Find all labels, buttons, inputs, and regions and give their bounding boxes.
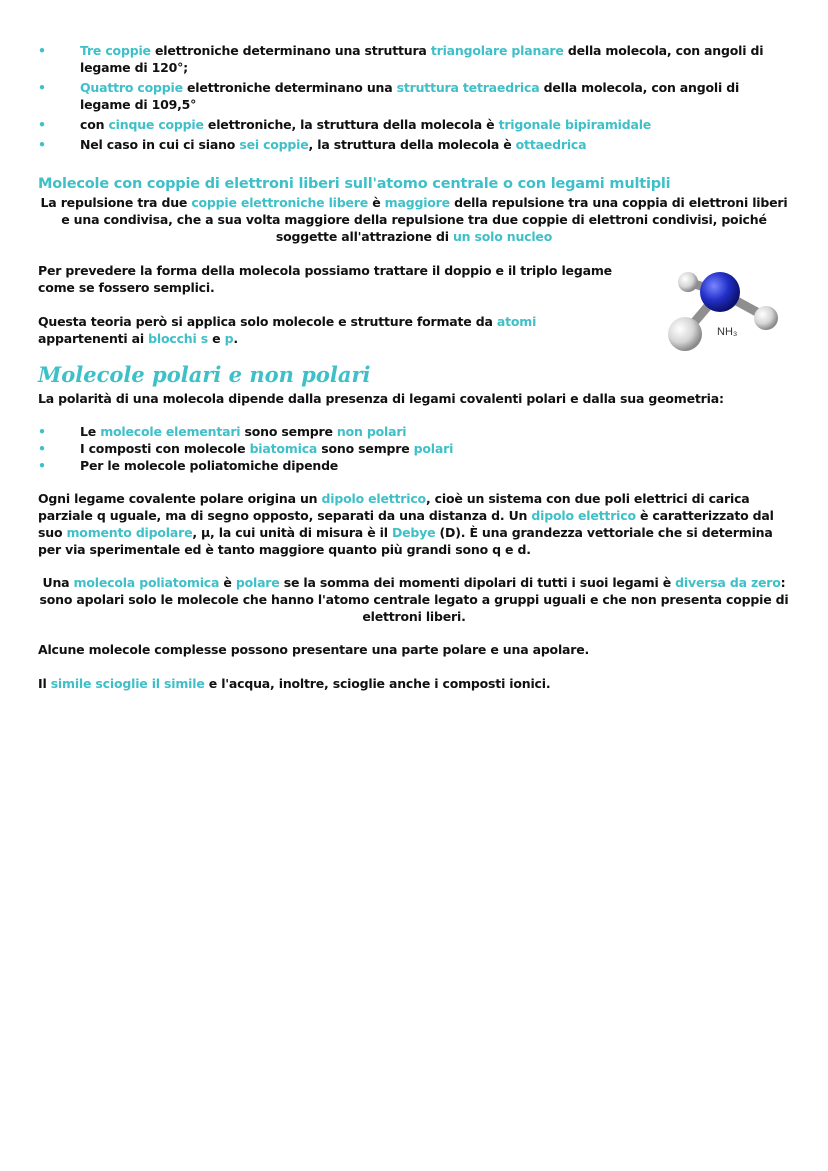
polarity-paragraph [38, 390, 790, 407]
text-run: elettroniche determinano una struttura [150, 43, 431, 58]
text-run: Ogni legame covalente polare origina un [38, 491, 322, 506]
polar-bullet-list [38, 423, 788, 474]
text-run: è caratterizzato dal suo [38, 508, 774, 540]
text-run: della molecola, con angoli di legame di 120°; [80, 43, 764, 75]
text-run: Nel caso in cui ci siano [80, 137, 240, 152]
highlighted-term: molecole elementari [100, 424, 241, 439]
highlighted-term: maggiore [384, 195, 450, 210]
highlighted-term: blocchi s [148, 331, 208, 346]
bullet-item: • con cinque coppie elettroniche, la struttura della molecola è trigonale bipiramidale [38, 117, 652, 132]
lone-pairs-heading: Molecole con coppie di elettroni liberi sull'atomo centrale o con legami multipli [38, 176, 671, 192]
highlighted-term: simile scioglie il simile [50, 676, 205, 691]
highlighted-term: Debye [391, 525, 436, 540]
text-run: e [207, 331, 225, 346]
highlighted-term: non polari [336, 424, 407, 439]
highlighted-term: sei coppie [239, 137, 309, 152]
text-run: è [368, 195, 385, 210]
bullet-item: • Quattro coppie elettroniche determinano una struttura tetraedrica della molecola, con angoli di legame di 109,5° [38, 80, 740, 112]
dipole-paragraph [38, 490, 790, 558]
text-run: della repulsione tra una coppia di elettroni liberi e una condivisa, che a sua volta maggiore della repulsione tra due coppie di elettroni condivisi, poiché soggette all'attrazione di [61, 195, 788, 244]
bullet-item: • Nel caso in cui ci siano sei coppie, la struttura della molecola è ottaedrica [38, 137, 587, 152]
highlighted-term: molecola poliatomica [73, 575, 220, 590]
text-run: Per prevedere la forma della molecola possiamo trattare il doppio e il triplo legame come se fossero semplici. [38, 263, 612, 295]
text-run: se la somma dei momenti dipolari di tutti i suoi legami è [279, 575, 676, 590]
bullet-item: • Le molecole elementari sono sempre non polari [38, 424, 407, 439]
geometry-bullet-list [38, 42, 788, 156]
text-run: Le [80, 424, 101, 439]
hydrogen-atom [678, 272, 698, 292]
hydrogen-atom [754, 306, 778, 330]
nitrogen-atom [700, 272, 740, 312]
polyatomic-paragraph [38, 574, 790, 625]
highlighted-term: cinque coppie [108, 117, 204, 132]
text-run: Alcune molecole complesse possono presentare una parte polare e una apolare. [38, 642, 590, 657]
text-run: , cioè un sistema con due poli elettrici di carica parziale q uguale, ma di segno opposto, separati da una distanza d. Un [38, 491, 750, 523]
text-run: , μ, la cui unità di misura è il [192, 525, 392, 540]
text-run: Questa teoria però si applica solo molecole e strutture formate da [38, 314, 497, 329]
text-run: con [80, 117, 109, 132]
text-run: : sono apolari solo le molecole che hanno l'atomo centrale legato a gruppi uguali e che non presenta coppie di elettroni liberi. [39, 575, 789, 624]
theory-paragraph [38, 313, 583, 347]
text-run: della molecola, con angoli di legame di 109,5° [80, 80, 740, 112]
highlighted-term: coppie elettroniche libere [191, 195, 369, 210]
highlighted-term: polare [235, 575, 280, 590]
text-run: Una [42, 575, 74, 590]
text-run: appartenenti ai [38, 331, 149, 346]
text-run: e l'acqua, inoltre, scioglie anche i composti ionici. [204, 676, 551, 691]
text-run: . [233, 331, 238, 346]
text-run: , la struttura della molecola è [308, 137, 516, 152]
text-run: Per le molecole poliatomiche dipende [80, 458, 339, 473]
highlighted-term: un solo nucleo [452, 229, 553, 244]
highlighted-term: dipolo elettrico [321, 491, 426, 506]
highlighted-term: Quattro coppie [80, 80, 183, 95]
highlighted-term: polari [413, 441, 454, 456]
highlighted-term: Tre coppie [80, 43, 151, 58]
bullet-item: • Per le molecole poliatomiche dipende [38, 458, 339, 473]
highlighted-term: momento dipolare [66, 525, 193, 540]
text-run: La repulsione tra due [40, 195, 192, 210]
repulsion-paragraph [38, 194, 790, 245]
highlighted-term: p [224, 331, 234, 346]
text-run: elettroniche, la struttura della molecola è [203, 117, 499, 132]
hydrogen-atom [668, 317, 702, 351]
text-run: è [219, 575, 236, 590]
text-run: I composti con molecole [80, 441, 250, 456]
bullet-item: • Tre coppie elettroniche determinano una struttura triangolare planare della molecola, con angoli di legame di 120°; [38, 43, 764, 75]
text-run: Il [38, 676, 51, 691]
double-bond-paragraph [38, 262, 628, 296]
highlighted-term: atomi [496, 314, 537, 329]
bullet-item: • I composti con molecole biatomica sono sempre polari [38, 441, 454, 456]
molecule-label: NH₃ [717, 326, 738, 338]
highlighted-term: ottaedrica [515, 137, 587, 152]
text-run: sono sempre [240, 424, 337, 439]
text-run: (D). È una grandezza vettoriale che si determina per via sperimentale ed è tanto maggiore quanto più grandi sono q e d. [38, 525, 773, 557]
polar-heading: Molecole polari e non polari [38, 362, 371, 387]
ammonia-molecule-image [660, 262, 790, 362]
text-run: sono sempre [317, 441, 414, 456]
highlighted-term: trigonale bipiramidale [498, 117, 652, 132]
similar-dissolves-paragraph [38, 675, 790, 692]
highlighted-term: diversa da zero [675, 575, 781, 590]
highlighted-term: struttura tetraedrica [396, 80, 540, 95]
text-run: La polarità di una molecola dipende dalla presenza di legami covalenti polari e dalla sua geometria: [38, 391, 724, 406]
text-run: elettroniche determinano una [182, 80, 397, 95]
complex-molecules-paragraph [38, 641, 790, 658]
highlighted-term: biatomica [249, 441, 318, 456]
highlighted-term: dipolo elettrico [531, 508, 636, 523]
highlighted-term: triangolare planare [430, 43, 564, 58]
